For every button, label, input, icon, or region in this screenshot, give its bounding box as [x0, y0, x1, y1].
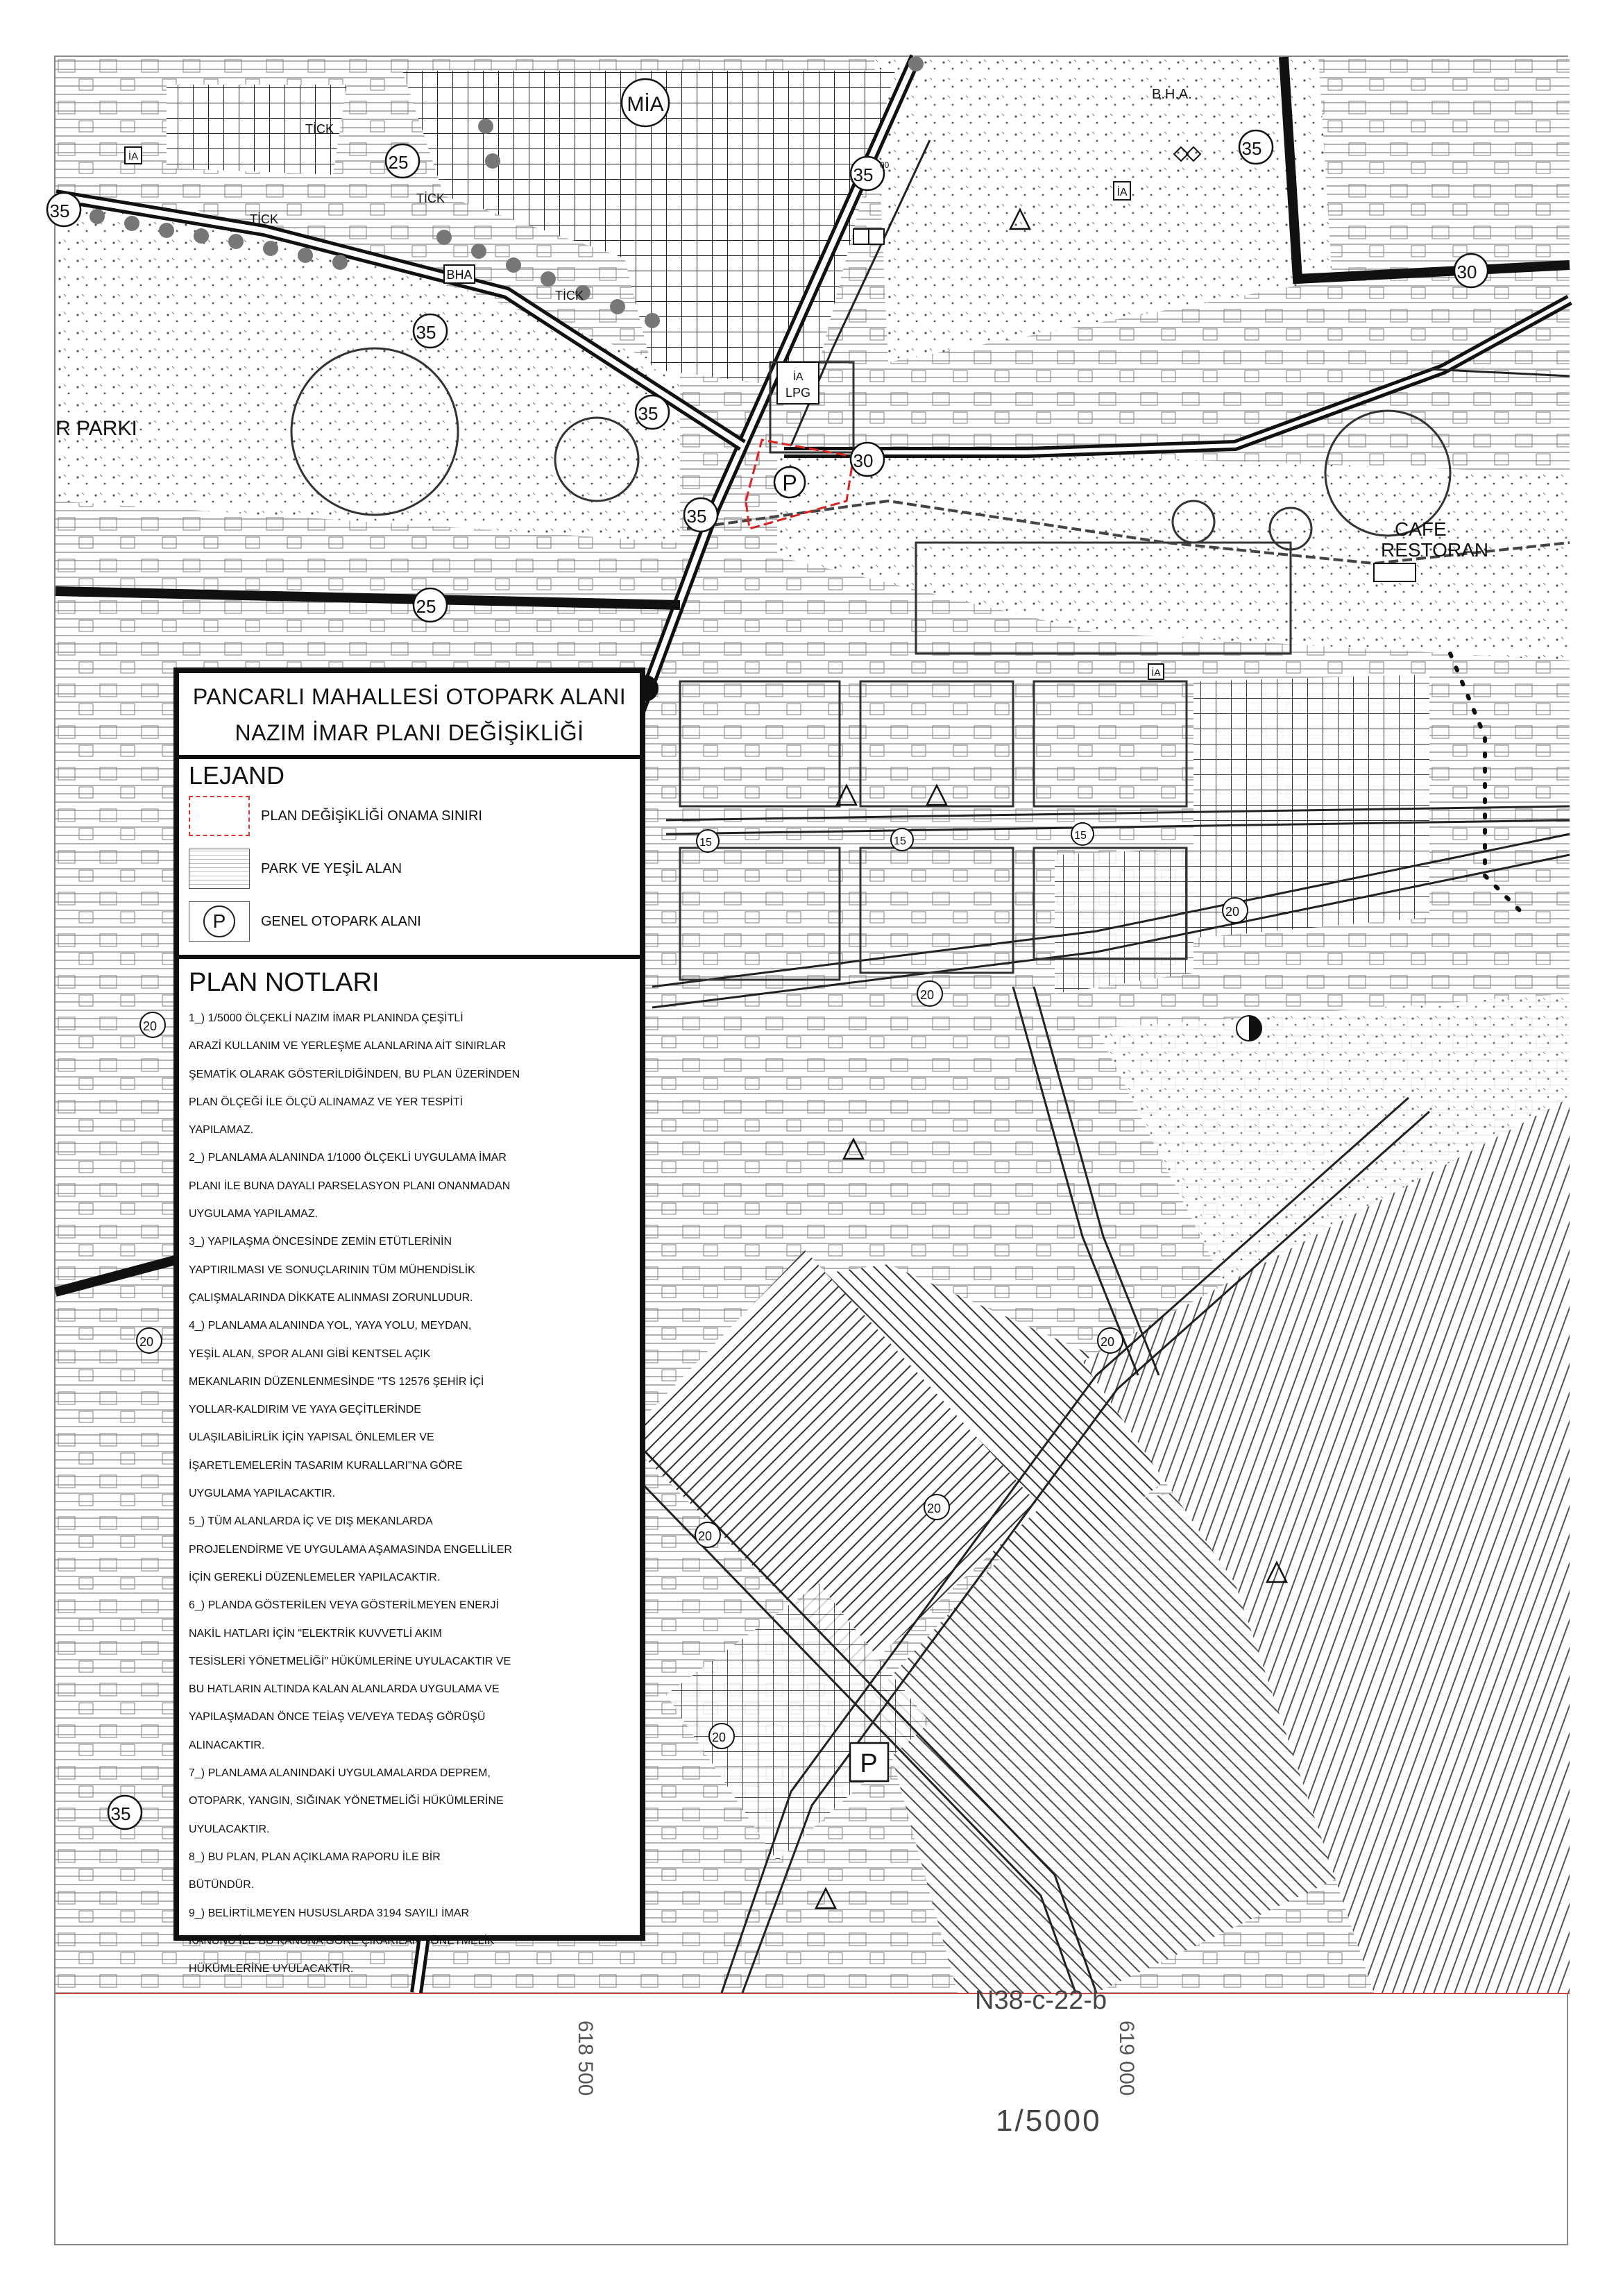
label-restoran: RESTORAN — [1381, 539, 1489, 561]
plan-note-line: NAKİL HATLARI İÇİN "ELEKTRİK KUVVETLİ AKIM — [189, 1627, 442, 1640]
plan-note-line: KANUNU İLE BU KANUNA GÖRE ÇIKARILAN YÖNETMELİK — [189, 1934, 495, 1947]
map-sheet — [49, 56, 1568, 2245]
plan-note-line: İÇİN GEREKLİ DÜZENLEMELER YAPILACAKTIR. — [189, 1571, 441, 1583]
svg-text:20: 20 — [697, 1529, 713, 1543]
label-tick-2: TİCK — [250, 212, 279, 226]
road-width-25 — [414, 588, 447, 622]
svg-text:20: 20 — [919, 988, 935, 1002]
svg-text:15: 15 — [699, 837, 712, 849]
parking-swatch — [189, 901, 250, 942]
svg-text:20: 20 — [1100, 1335, 1115, 1349]
coordinate-left: 618 500 — [574, 2021, 597, 2096]
plan-note-line: YEŞİL ALAN, SPOR ALANI GİBİ KENTSEL AÇIK — [189, 1347, 431, 1360]
svg-text:20: 20 — [711, 1730, 726, 1744]
label-tick-4: TİCK — [555, 289, 584, 303]
plan-note-line: ŞEMATİK OLARAK GÖSTERİLDİĞİNDEN, BU PLAN ÜZERİNDEN — [189, 1068, 520, 1080]
book-icon — [853, 229, 884, 244]
svg-text:30: 30 — [1456, 262, 1477, 282]
plan-title-line1: PANCARLI MAHALLESİ OTOPARK ALANI — [192, 684, 627, 709]
label-lpg-ia: İA — [792, 371, 804, 383]
svg-text:20: 20 — [926, 1502, 942, 1515]
plan-note-line: 9_) BELİRTİLMEYEN HUSUSLARDA 3194 SAYILI İMAR — [189, 1907, 470, 1919]
legend-item-label: GENEL OTOPARK ALANI — [261, 913, 421, 929]
road-width-20 — [1098, 1328, 1123, 1353]
legend-item-boundary — [189, 790, 630, 842]
plan-note-line: YOLLAR-KALDIRIM VE YAYA GEÇİTLERİNDE — [189, 1404, 421, 1416]
svg-text:20: 20 — [1225, 905, 1240, 919]
plan-note-line: BÜTÜNDÜR. — [189, 1879, 255, 1891]
plan-note-line: UYGULAMA YAPILACAKTIR. — [189, 1488, 336, 1500]
plan-notes-list — [189, 1005, 630, 1983]
parking-area-symbol-south — [850, 1743, 888, 1781]
plan-title-line2: NAZIM İMAR PLANI DEĞİŞİKLİĞİ — [235, 720, 584, 745]
parking-icon: P — [203, 905, 235, 937]
plan-note-line: UYULACAKTIR. — [189, 1823, 270, 1835]
road-width-35 — [1239, 130, 1273, 164]
road-width-35 — [47, 193, 80, 226]
label-ia-3: İA — [1151, 667, 1161, 678]
svg-text:20: 20 — [139, 1335, 154, 1349]
road-width-35 — [851, 157, 884, 190]
plan-note-line: UYGULAMA YAPILAMAZ. — [189, 1208, 318, 1221]
legend-item-park — [189, 842, 630, 895]
legend-item-label: PLAN DEĞİŞİKLİĞİ ONAMA SINIRI — [261, 808, 482, 824]
title-block — [173, 667, 645, 1975]
svg-text:25: 25 — [388, 152, 409, 173]
plan-note-line: YAPILAMAZ. — [189, 1124, 254, 1137]
plan-note-line: BU HATLARIN ALTINDA KALAN ALANLARDA UYGULAMA VE — [189, 1683, 500, 1696]
plan-note-line: YAPTIRILMASI VE SONUÇLARININ TÜM MÜHENDİSLİK — [189, 1264, 475, 1276]
plan-note-line: YAPILAŞMADAN ÖNCE TEİAŞ VE/VEYA TEDAŞ GÖRÜŞÜ — [189, 1711, 486, 1724]
plan-note-line: 2_) PLANLAMA ALANINDA 1/1000 ÖLÇEKLİ UYGULAMA İMAR — [189, 1152, 507, 1164]
plan-notes-title: PLAN NOTLARI — [189, 968, 380, 997]
svg-text:35: 35 — [1241, 138, 1262, 159]
plan-note-line: PLAN ÖLÇEĞİ İLE ÖLÇÜ ALINAMAZ VE YER TESPİTİ — [189, 1096, 464, 1108]
map-scale: 1/5000 — [996, 2104, 1102, 2138]
plan-note-line: 4_) PLANLAMA ALANINDA YOL, YAYA YOLU, MEYDAN, — [189, 1320, 472, 1332]
plan-note-line: OTOPARK, YANGIN, SIĞINAK YÖNETMELİĞİ HÜKÜMLERİNE — [189, 1795, 504, 1808]
park-swatch — [189, 849, 250, 889]
road-width-35 — [684, 498, 717, 532]
road-width-20 — [695, 1522, 720, 1547]
label-mia: MİA — [627, 93, 664, 116]
plan-title — [179, 673, 640, 759]
label-ia-2: İA — [128, 151, 139, 162]
road-width-20 — [709, 1724, 734, 1749]
sheet-code: N38-c-22-b — [975, 1986, 1107, 2015]
label-lpg: LPG — [785, 386, 811, 400]
svg-text:35: 35 — [49, 201, 70, 221]
legend-item-label: PARK VE YEŞİL ALAN — [261, 860, 402, 876]
plan-note-line: 1_) 1/5000 ÖLÇEKLİ NAZIM İMAR PLANINDA ÇEŞİTLİ — [189, 1012, 464, 1024]
svg-text:35: 35 — [416, 322, 436, 343]
label-bha-top: B.H.A. — [1152, 87, 1192, 102]
road-width-35 — [636, 396, 669, 429]
label-ia-1: İA — [1116, 187, 1128, 198]
plan-note-line: 5_) TÜM ALANLARDA İÇ VE DIŞ MEKANLARDA — [189, 1515, 433, 1528]
plan-note-line: ARAZİ KULLANIM VE YERLEŞME ALANLARINA AİT SINIRLAR — [189, 1040, 507, 1053]
plan-note-line: 8_) BU PLAN, PLAN AÇIKLAMA RAPORU İLE BİR — [189, 1851, 441, 1863]
svg-text:35: 35 — [110, 1803, 131, 1824]
label-tick-1: TİCK — [305, 122, 334, 136]
plan-note-line: PLANI İLE BUNA DAYALI PARSELASYON PLANI ONANMADAN — [189, 1180, 511, 1192]
label-bha-left: BHA — [446, 268, 473, 282]
svg-text:35: 35 — [853, 164, 874, 185]
svg-text:15: 15 — [1074, 830, 1087, 842]
svg-text:20: 20 — [142, 1019, 158, 1033]
svg-text:P: P — [860, 1749, 878, 1778]
plan-note-line: ALINACAKTIR. — [189, 1739, 265, 1751]
road-width-15 — [1071, 823, 1094, 845]
sheet-footer — [56, 2048, 1570, 2247]
coordinate-right: 619 000 — [1115, 2021, 1138, 2096]
label-cafe: CAFE — [1395, 518, 1447, 540]
plan-note-line: 3_) YAPILAŞMA ÖNCESİNDE ZEMİN ETÜTLERİNİN — [189, 1236, 452, 1248]
svg-text:35: 35 — [638, 403, 658, 424]
road-width-30 — [851, 443, 884, 476]
road-width-15 — [891, 828, 913, 851]
svg-text:P: P — [782, 470, 797, 495]
road-width-35 — [414, 314, 447, 348]
plan-note-line: HÜKÜMLERİNE UYULACAKTIR. — [189, 1963, 354, 1975]
road-width-20 — [1223, 898, 1248, 923]
road-width-20 — [137, 1328, 162, 1353]
label-park-fragment: R PARKI — [56, 417, 137, 440]
road-width-20 — [924, 1495, 949, 1520]
svg-text:30: 30 — [853, 450, 874, 471]
road-width-30 — [1454, 254, 1488, 287]
svg-text:15: 15 — [894, 835, 906, 847]
legend — [179, 759, 640, 959]
plan-note-line: 6_) PLANDA GÖSTERİLEN VEYA GÖSTERİLMEYEN ENERJİ — [189, 1599, 499, 1612]
plan-notes — [179, 959, 640, 1983]
plan-note-line: TESİSLERİ YÖNETMELİĞİ" HÜKÜMLERİNE UYULACAKTIR VE — [189, 1655, 511, 1667]
road-width-superscript: 00 — [880, 160, 890, 170]
road-width-35 — [108, 1796, 142, 1829]
plan-note-line: 7_) PLANLAMA ALANINDAKİ UYGULAMALARDA DEPREM, — [189, 1767, 491, 1780]
plan-note-line: PROJELENDİRME VE UYGULAMA AŞAMASINDA ENGELLİLER — [189, 1543, 512, 1556]
label-tick-3: TİCK — [416, 192, 445, 205]
svg-text:25: 25 — [416, 596, 436, 617]
road-width-20 — [140, 1012, 165, 1037]
plan-note-line: İŞARETLEMELERİN TASARIM KURALLARI"NA GÖRE — [189, 1459, 463, 1472]
road-width-15 — [697, 830, 719, 852]
road-width-20 — [917, 981, 942, 1006]
svg-text:35: 35 — [686, 506, 707, 527]
plan-note-line: ÇALIŞMALARINDA DİKKATE ALINMASI ZORUNLUDUR. — [189, 1291, 473, 1304]
parking-area-symbol — [774, 467, 805, 498]
road-width-25 — [386, 144, 419, 178]
plan-note-line: ULAŞILABİLİRLİK İÇİN YAPISAL ÖNLEMLER VE — [189, 1431, 434, 1444]
legend-title: LEJAND — [189, 761, 285, 790]
plan-note-line: MEKANLARIN DÜZENLENMESİNDE "TS 12576 ŞEHİR İÇİ — [189, 1375, 484, 1388]
legend-item-parking — [189, 895, 630, 948]
boundary-swatch — [189, 796, 250, 836]
